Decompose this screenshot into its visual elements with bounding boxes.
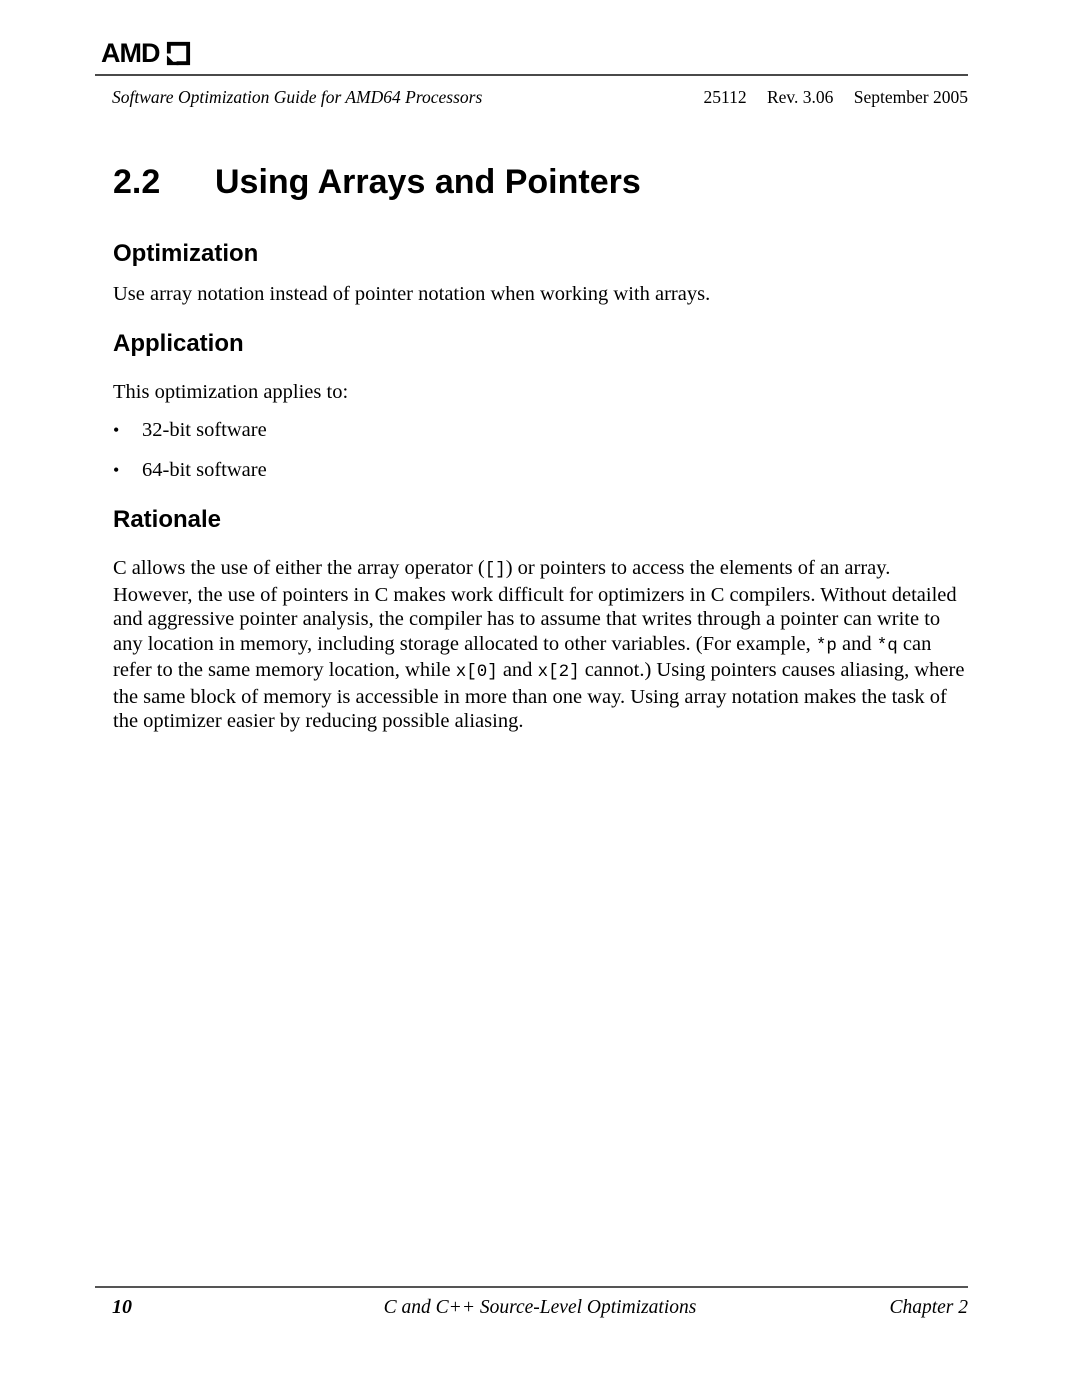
amd-logo-text: AMD	[101, 38, 160, 68]
bullet-text: 64-bit software	[142, 458, 267, 481]
doc-date: September 2005	[853, 87, 968, 107]
rationale-code: x[0]	[455, 662, 498, 682]
optimization-body: Use array notation instead of pointer notation when working with arrays.	[113, 283, 711, 305]
rationale-code: *q	[876, 635, 898, 656]
bullet-icon: •	[113, 420, 120, 440]
rationale-text: ) or pointers to access the elements of an array. However, the use of pointers in C makes work difficult for optimizers in C compilers. Without detailed and aggressive pointer analysis, the compiler has to assume that writes through a pointer can write to any location in memory, including storage allocated to other variables. (For example,	[113, 557, 957, 655]
list-item	[113, 458, 971, 483]
header-rule	[95, 74, 968, 76]
rationale-code: []	[484, 560, 506, 580]
doc-number: 25112	[703, 87, 747, 107]
rationale-text: and	[836, 632, 877, 655]
application-heading: Application	[113, 330, 244, 357]
rationale-heading: Rationale	[113, 506, 222, 533]
page-number: 10	[112, 1296, 132, 1318]
doc-revision: Rev. 3.06	[766, 87, 834, 107]
rationale-text: can refer to the same memory location, while	[113, 632, 932, 681]
section-heading	[113, 164, 641, 201]
rationale-text: and	[497, 659, 538, 681]
rationale-text: cannot.) Using pointers causes aliasing, where the same block of memory is accessible in more than one way. Using array notation makes the task of the optimizer easier by reducing possible aliasing.	[113, 659, 965, 732]
bullet-icon: •	[113, 459, 120, 480]
header-doc-info	[703, 87, 968, 108]
bullet-text: 32-bit software	[142, 419, 267, 441]
footer-chapter-title: C and C++ Source-Level Optimizations	[383, 1297, 697, 1318]
section-title: Using Arrays and Pointers	[215, 163, 641, 201]
optimization-heading: Optimization	[113, 240, 259, 267]
header-doc-title: Software Optimization Guide for AMD64 Processors	[112, 87, 483, 107]
application-bullet-list	[113, 418, 971, 482]
rationale-body	[113, 556, 971, 734]
page-header	[112, 87, 968, 108]
page-footer	[112, 1296, 968, 1319]
rationale-text: C allows the use of either the array operator (	[113, 557, 485, 579]
amd-arrow-icon	[165, 40, 192, 67]
application-intro: This optimization applies to:	[113, 381, 349, 403]
amd-logo	[101, 40, 192, 67]
rationale-code: x[2]	[537, 662, 580, 682]
section-number: 2.2	[113, 163, 161, 201]
footer-chapter-number: Chapter 2	[889, 1297, 969, 1318]
list-item	[113, 418, 971, 443]
rationale-code: *p	[815, 635, 837, 656]
footer-rule	[95, 1286, 968, 1288]
